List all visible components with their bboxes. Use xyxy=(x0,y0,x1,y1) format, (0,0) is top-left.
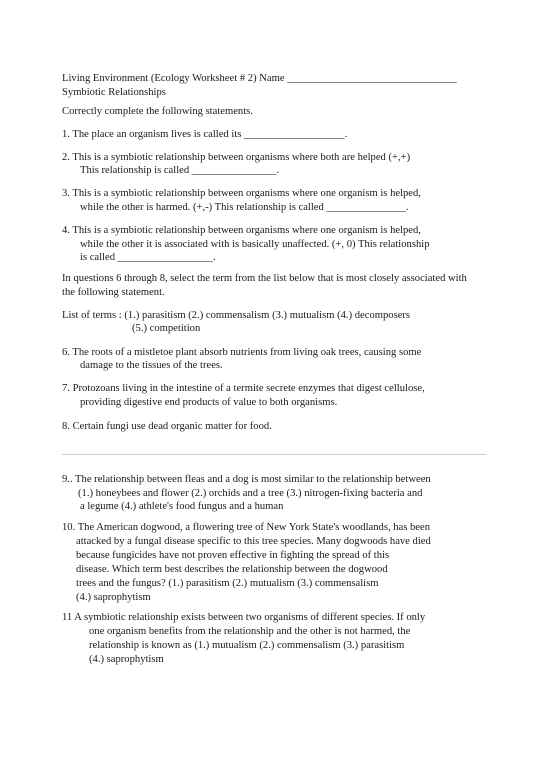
question-6-line-1: 6. The roots of a mistletoe plant absorb nutrients from living oak trees, causing some xyxy=(62,347,422,358)
question-2-line-1: 2. This is a symbiotic relationship between organisms where both are helped (+,+) xyxy=(62,152,411,163)
question-10-line-5: trees and the fungus? (1.) parasitism (2.) mutualism (3.) commensalism xyxy=(76,578,379,589)
terms-list-line-2: (5.) competition xyxy=(132,323,201,334)
question-7-line-1: 7. Protozoans living in the intestine of a termite secrete enzymes that digest cellulose, xyxy=(62,383,425,394)
question-3-line-2: while the other is harmed. (+,-) This relationship is called _______________. xyxy=(80,202,409,213)
question-11-line-3: relationship is known as (1.) mutualism (2.) commensalism (3.) parasitism xyxy=(89,640,405,651)
question-10-line-2: attacked by a fungal disease specific to this tree species. Many dogwoods have died xyxy=(76,536,431,547)
terms-list-line-1: List of terms : (1.) parasitism (2.) commensalism (3.) mutualism (4.) decomposers xyxy=(62,310,411,321)
question-9-line-3: a legume (4.) athlete's food fungus and a human xyxy=(80,501,284,512)
question-9-line-1: 9.. The relationship between fleas and a dog is most similar to the relationship between xyxy=(62,474,431,485)
question-10-line-1: 10. The American dogwood, a flowering tree of New York State's woodlands, has been xyxy=(62,522,431,533)
question-9-line-2: (1.) honeybees and flower (2.) orchids and a tree (3.) nitrogen-fixing bacteria and xyxy=(78,488,423,499)
section-divider xyxy=(62,454,486,455)
question-4-line-2: while the other it is associated with is basically unaffected. (+, 0) This relationship xyxy=(80,239,430,250)
question-10-line-6: (4.) saprophytism xyxy=(76,592,151,603)
question-4-line-1: 4. This is a symbiotic relationship between organisms where one organism is helped, xyxy=(62,225,421,236)
question-8: 8. Certain fungi use dead organic matter for food. xyxy=(62,421,272,432)
question-2-line-2: This relationship is called ________________. xyxy=(80,165,280,176)
question-3-line-1: 3. This is a symbiotic relationship between organisms where one organism is helped, xyxy=(62,188,421,199)
worksheet-title-line: Living Environment (Ecology Worksheet # 2) Name ________________________________ xyxy=(62,73,457,84)
question-7-line-2: providing digestive end products of value to both organisms. xyxy=(80,397,338,408)
question-11-line-4: (4.) saprophytism xyxy=(89,654,164,665)
question-11-line-1: 11 A symbiotic relationship exists between two organisms of different species. If only xyxy=(62,612,426,623)
question-1: 1. The place an organism lives is called its ___________________. xyxy=(62,129,348,140)
question-10-line-4: disease. Which term best describes the relationship between the dogwood xyxy=(76,564,388,575)
question-10-line-3: because fungicides have not proven effective in fighting the spread of this xyxy=(76,550,390,561)
section-intro-line-2: the following statement. xyxy=(62,287,165,298)
question-6-line-2: damage to the tissues of the trees. xyxy=(80,360,223,371)
question-4-line-3: is called __________________. xyxy=(80,252,216,263)
instructions: Correctly complete the following statements. xyxy=(62,106,253,117)
worksheet-subtitle: Symbiotic Relationships xyxy=(62,87,166,98)
section-intro-line-1: In questions 6 through 8, select the term from the list below that is most closely associated with xyxy=(62,273,467,284)
question-11-line-2: one organism benefits from the relationship and the other is not harmed, the xyxy=(89,626,411,637)
